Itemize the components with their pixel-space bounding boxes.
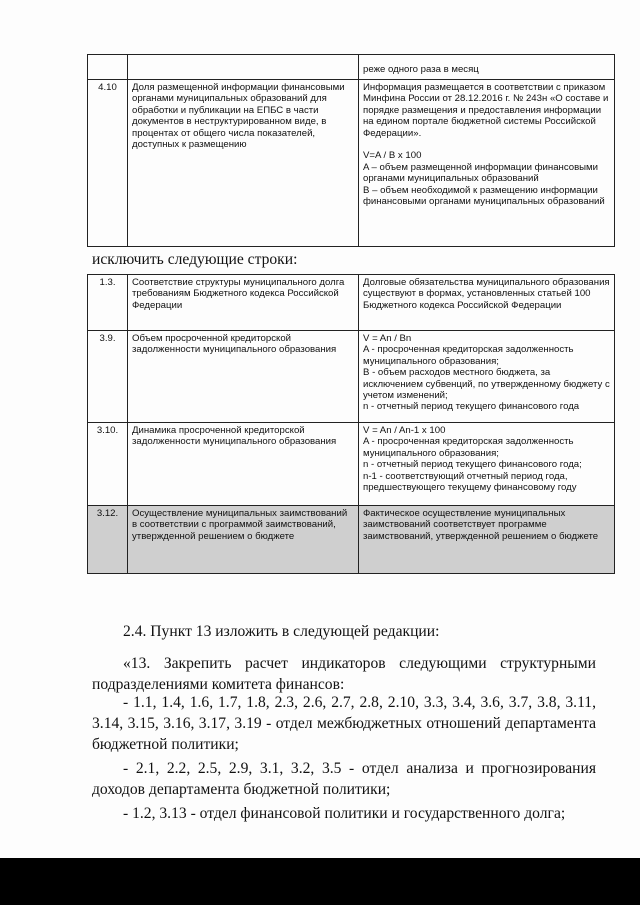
- indicator-description: Фактическое осуществление муниципальных заимствований соответствует программе заимствований, утвержденной решением о бюджете: [359, 506, 615, 574]
- indicator-name: Осуществление муниципальных заимствований в соответствии с программой заимствований, утвержденной решением о бюджете: [128, 506, 359, 574]
- indicator-name: [128, 55, 359, 80]
- scan-border-bottom: [0, 858, 640, 905]
- paragraph-dept-revenue: - 2.1, 2.2, 2.5, 2.9, 3.1, 3.2, 3.5 - отдел анализа и прогнозирования доходов департамента бюджетной политики;: [92, 760, 596, 798]
- paragraph-dept-interbudget: - 1.1, 1.4, 1.6, 1.7, 1.8, 2.3, 2.6, 2.7, 2.8, 2.10, 3.3, 3.4, 3.6, 3.7, 3.8, 3.11, 3.14, 3.15, 3.16, 3.17, 3.19 - отдел межбюджетных отношений департамента бюджетной политики;: [92, 694, 596, 753]
- indicator-description: V = An / Bn A - просроченная кредиторская задолженность муниципального образования; B - объем расходов местного бюджета, за исключением субвенций, по утвержденному бюджету с учетом изменений; n - отчетный период текущего финансового года: [359, 331, 615, 423]
- indicator-description: Долговые обязательства муниципального образования существуют в формах, установленных статьей 100 Бюджетного кодекса Российской Федерации: [359, 275, 615, 331]
- excluded-rows-table: [87, 274, 615, 574]
- row-number: 3.10.: [88, 423, 128, 506]
- table-row: [88, 331, 615, 423]
- row-number: 4.10: [88, 80, 128, 247]
- table-row: [88, 423, 615, 506]
- indicator-table-continued: [87, 54, 615, 247]
- row-number: [88, 55, 128, 80]
- paragraph-dept-debt: - 1.2, 3.13 - отдел финансовой политики и государственного долга;: [123, 805, 566, 822]
- row-number: 1.3.: [88, 275, 128, 331]
- row-number: 3.9.: [88, 331, 128, 423]
- table-row: [88, 80, 615, 247]
- paragraph-2-4: 2.4. Пункт 13 изложить в следующей редакции:: [123, 623, 440, 640]
- indicator-name: Объем просроченной кредиторской задолженности муниципального образования: [128, 331, 359, 423]
- table-row: [88, 275, 615, 331]
- exclude-rows-heading: исключить следующие строки:: [92, 251, 298, 268]
- indicator-description: V = An / An-1 x 100 A - просроченная кредиторская задолженность муниципального образования; n - отчетный период текущего финансового года; n-1 - соответствующий отчетный период года, предшествующего текущему финансовому году: [359, 423, 615, 506]
- row-number: 3.12.: [88, 506, 128, 574]
- indicator-description: реже одного раза в месяц: [359, 55, 615, 80]
- table-row: [88, 55, 615, 80]
- indicator-description: Информация размещается в соответствии с приказом Минфина России от 28.12.2016 г. № 243н «О составе и порядке размещения и предоставления информации на едином портале бюджетной системы Российской Федерации». V=A / B x 100 A – объем размещенной информации финансовыми органами муниципальных образований B – объем необходимой к размещению информации финансовыми органами муниципальных образований: [359, 80, 615, 247]
- table-row: [88, 506, 615, 574]
- indicator-name: Динамика просроченной кредиторской задолженности муниципального образования: [128, 423, 359, 506]
- paragraph-13-intro: «13. Закрепить расчет индикаторов следующими структурными подразделениями комитета финансов:: [92, 655, 596, 693]
- indicator-name: Доля размещенной информации финансовыми органами муниципальных образований для обработки и публикации на ЕПБС в части документов в неструктурированном виде, в процентах от общего числа показателей, доступных к размещению: [128, 80, 359, 247]
- indicator-name: Соответствие структуры муниципального долга требованиям Бюджетного кодекса Российской Федерации: [128, 275, 359, 331]
